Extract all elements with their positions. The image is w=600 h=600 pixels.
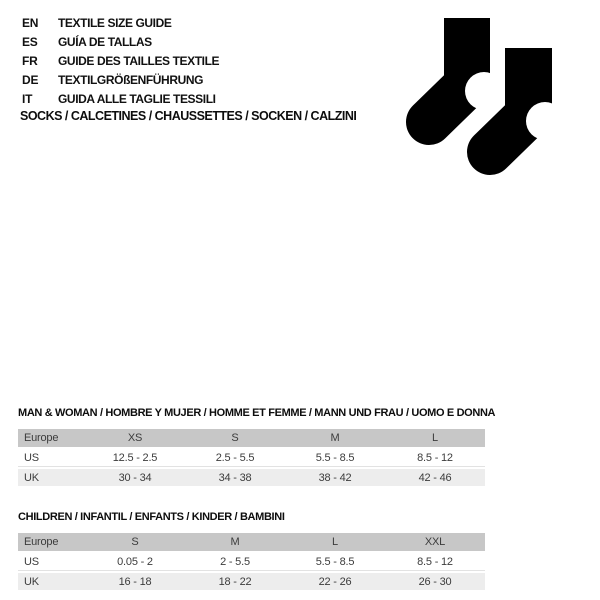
language-code: DE: [22, 72, 39, 87]
region-label: US: [18, 449, 85, 467]
language-row: [22, 13, 219, 32]
region-label: UK: [24, 575, 39, 588]
size-cell: 0.05 - 2: [85, 553, 185, 571]
column-header: Europe: [24, 432, 59, 444]
size-cell: 12.5 - 2.5: [85, 449, 185, 467]
sock-right: [490, 48, 564, 152]
language-list: [22, 13, 219, 108]
language-row: [22, 51, 219, 70]
column-header: M: [230, 536, 240, 548]
language-label: TEXTILGRÖßENFÜHRUNG: [58, 72, 204, 87]
column-header: XS: [127, 432, 143, 444]
size-cell: 5.5 - 8.5: [285, 553, 385, 571]
region-label: UK: [24, 471, 39, 484]
size-cell: 8.5 - 12: [385, 449, 485, 467]
table-header-row: [18, 533, 485, 551]
language-label: TEXTILE SIZE GUIDE: [58, 15, 172, 30]
language-row: [22, 70, 219, 89]
column-header: L: [332, 536, 338, 548]
region-label: US: [18, 553, 85, 571]
table-row-us: [18, 449, 485, 467]
language-row: [22, 89, 219, 108]
language-code: ES: [22, 34, 38, 49]
size-cell: 2 - 5.5: [185, 553, 285, 571]
size-cell: 2.5 - 5.5: [185, 449, 285, 467]
size-cell: 8.5 - 12: [385, 553, 485, 571]
size-cell: 16 - 18: [118, 575, 152, 588]
language-label: GUIDE DES TAILLES TEXTILE: [58, 53, 220, 68]
size-table-man-woman: [18, 406, 496, 488]
column-header: S: [231, 432, 239, 444]
language-code: IT: [22, 91, 33, 106]
column-header: S: [131, 536, 139, 548]
language-code: EN: [22, 15, 39, 30]
table-header-row: [18, 429, 485, 447]
language-row: [22, 32, 219, 51]
size-cell: 38 - 42: [318, 471, 352, 484]
table-row-uk: [18, 573, 485, 590]
size-cell: 42 - 46: [418, 471, 452, 484]
socks-icon: [400, 0, 580, 190]
size-cell: 22 - 26: [318, 575, 352, 588]
column-header: L: [432, 432, 438, 444]
table-row-uk: [18, 469, 485, 486]
language-label: GUIDA ALLE TAGLIE TESSILI: [58, 91, 216, 106]
size-cell: 5.5 - 8.5: [285, 449, 385, 467]
category-title: SOCKS / CALCETINES / CHAUSSETTES / SOCKEN / CALZINI: [20, 109, 357, 123]
size-cell: 30 - 34: [118, 471, 152, 484]
sock-left: [429, 18, 503, 122]
size-table: [18, 531, 485, 592]
table-title: MAN & WOMAN / HOMBRE Y MUJER / HOMME ET FEMME / MANN UND FRAU / UOMO E DONNA: [18, 407, 496, 419]
column-header: M: [330, 432, 340, 444]
table-title: CHILDREN / INFANTIL / ENFANTS / KINDER / BAMBINI: [18, 511, 285, 523]
table-row-us: [18, 553, 485, 571]
size-cell: 34 - 38: [218, 471, 252, 484]
size-cell: 26 - 30: [418, 575, 452, 588]
size-table: [18, 427, 485, 488]
size-table-children: [18, 510, 485, 592]
size-cell: 18 - 22: [218, 575, 252, 588]
column-header: XXL: [424, 536, 446, 548]
column-header: Europe: [24, 536, 59, 548]
language-label: GUÍA DE TALLAS: [58, 34, 152, 49]
language-code: FR: [22, 53, 38, 68]
